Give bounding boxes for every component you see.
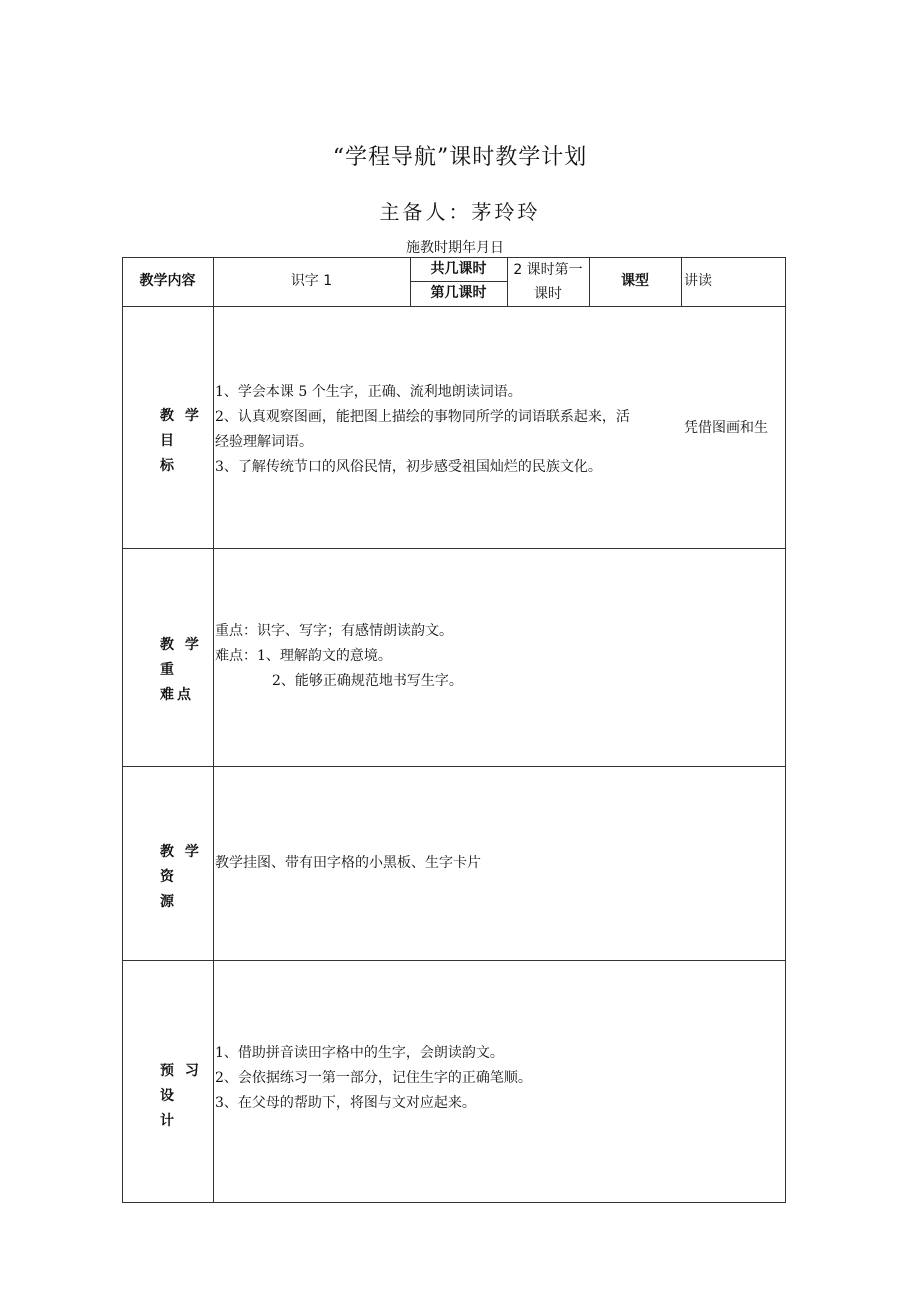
goals-line-2: 2、认真观察图画，能把图上描绘的事物同所学的词语联系起来，活 xyxy=(215,409,630,425)
date-line: 施教时期年月日 xyxy=(406,240,504,256)
author-line: 主备人：茅玲玲 xyxy=(379,200,541,224)
document-title: “学程导航”课时教学计划 xyxy=(332,145,588,170)
preview-line-1: 1、借助拼音读田字格中的生字，会朗读韵文。 xyxy=(215,1045,504,1061)
goals-label xyxy=(160,404,214,479)
key-points-line-1: 重点：识字、写字；有感情朗读韵文。 xyxy=(215,623,453,639)
key-points-label-line-1: 教 学 重 xyxy=(160,637,202,678)
goals-label-line-1: 教 学 目 xyxy=(160,408,202,449)
preview-label xyxy=(160,1059,214,1134)
preview-line-2: 2、会依据练习一第一部分，记住生字的正确笔顺。 xyxy=(215,1070,532,1086)
current-lesson-label: 第几课时 xyxy=(430,285,487,301)
key-points-line-3: 2、能够正确规范地书写生字。 xyxy=(272,673,463,689)
preview-label-line-1: 预 习 设 xyxy=(160,1063,202,1104)
content-value: 识字 1 xyxy=(290,273,333,289)
key-points-label-line-2: 难点 xyxy=(160,687,194,703)
resources-content xyxy=(215,851,775,876)
key-points-content xyxy=(215,619,775,694)
key-points-line-2: 难点：1、理解韵文的意境。 xyxy=(215,648,392,664)
type-label: 课型 xyxy=(621,273,649,289)
content-label: 教学内容 xyxy=(139,273,196,289)
type-value: 讲读 xyxy=(684,273,712,289)
goals-line-3: 经验理解词语。 xyxy=(215,434,313,450)
lesson-count-value xyxy=(507,258,589,306)
goals-side-note: 凭借图画和生 xyxy=(684,420,768,436)
goals-label-line-2: 标 xyxy=(160,458,177,474)
goals-line-1: 1、学会本课 5 个生字，正确、流利地朗读词语。 xyxy=(215,384,522,400)
goals-line-4: 3、了解传统节口的风俗民情，初步感受祖国灿烂的民族文化。 xyxy=(215,459,602,475)
preview-content xyxy=(215,1041,775,1116)
goals-content xyxy=(215,380,685,480)
resources-label xyxy=(160,840,214,915)
resources-label-line-1: 教 学 资 xyxy=(160,844,202,885)
preview-label-line-2: 计 xyxy=(160,1113,177,1129)
preview-line-3: 3、在父母的帮助下，将图与文对应起来。 xyxy=(215,1095,476,1111)
resources-line-1: 教学挂图、带有田字格的小黑板、生字卡片 xyxy=(215,855,481,871)
resources-label-line-2: 源 xyxy=(160,894,177,910)
lesson-count-line-2: 课时 xyxy=(534,286,562,302)
key-points-label xyxy=(160,633,214,708)
total-lessons-label: 共几课时 xyxy=(430,261,487,277)
lesson-count-line-1: 2 课时第一 xyxy=(513,262,583,278)
